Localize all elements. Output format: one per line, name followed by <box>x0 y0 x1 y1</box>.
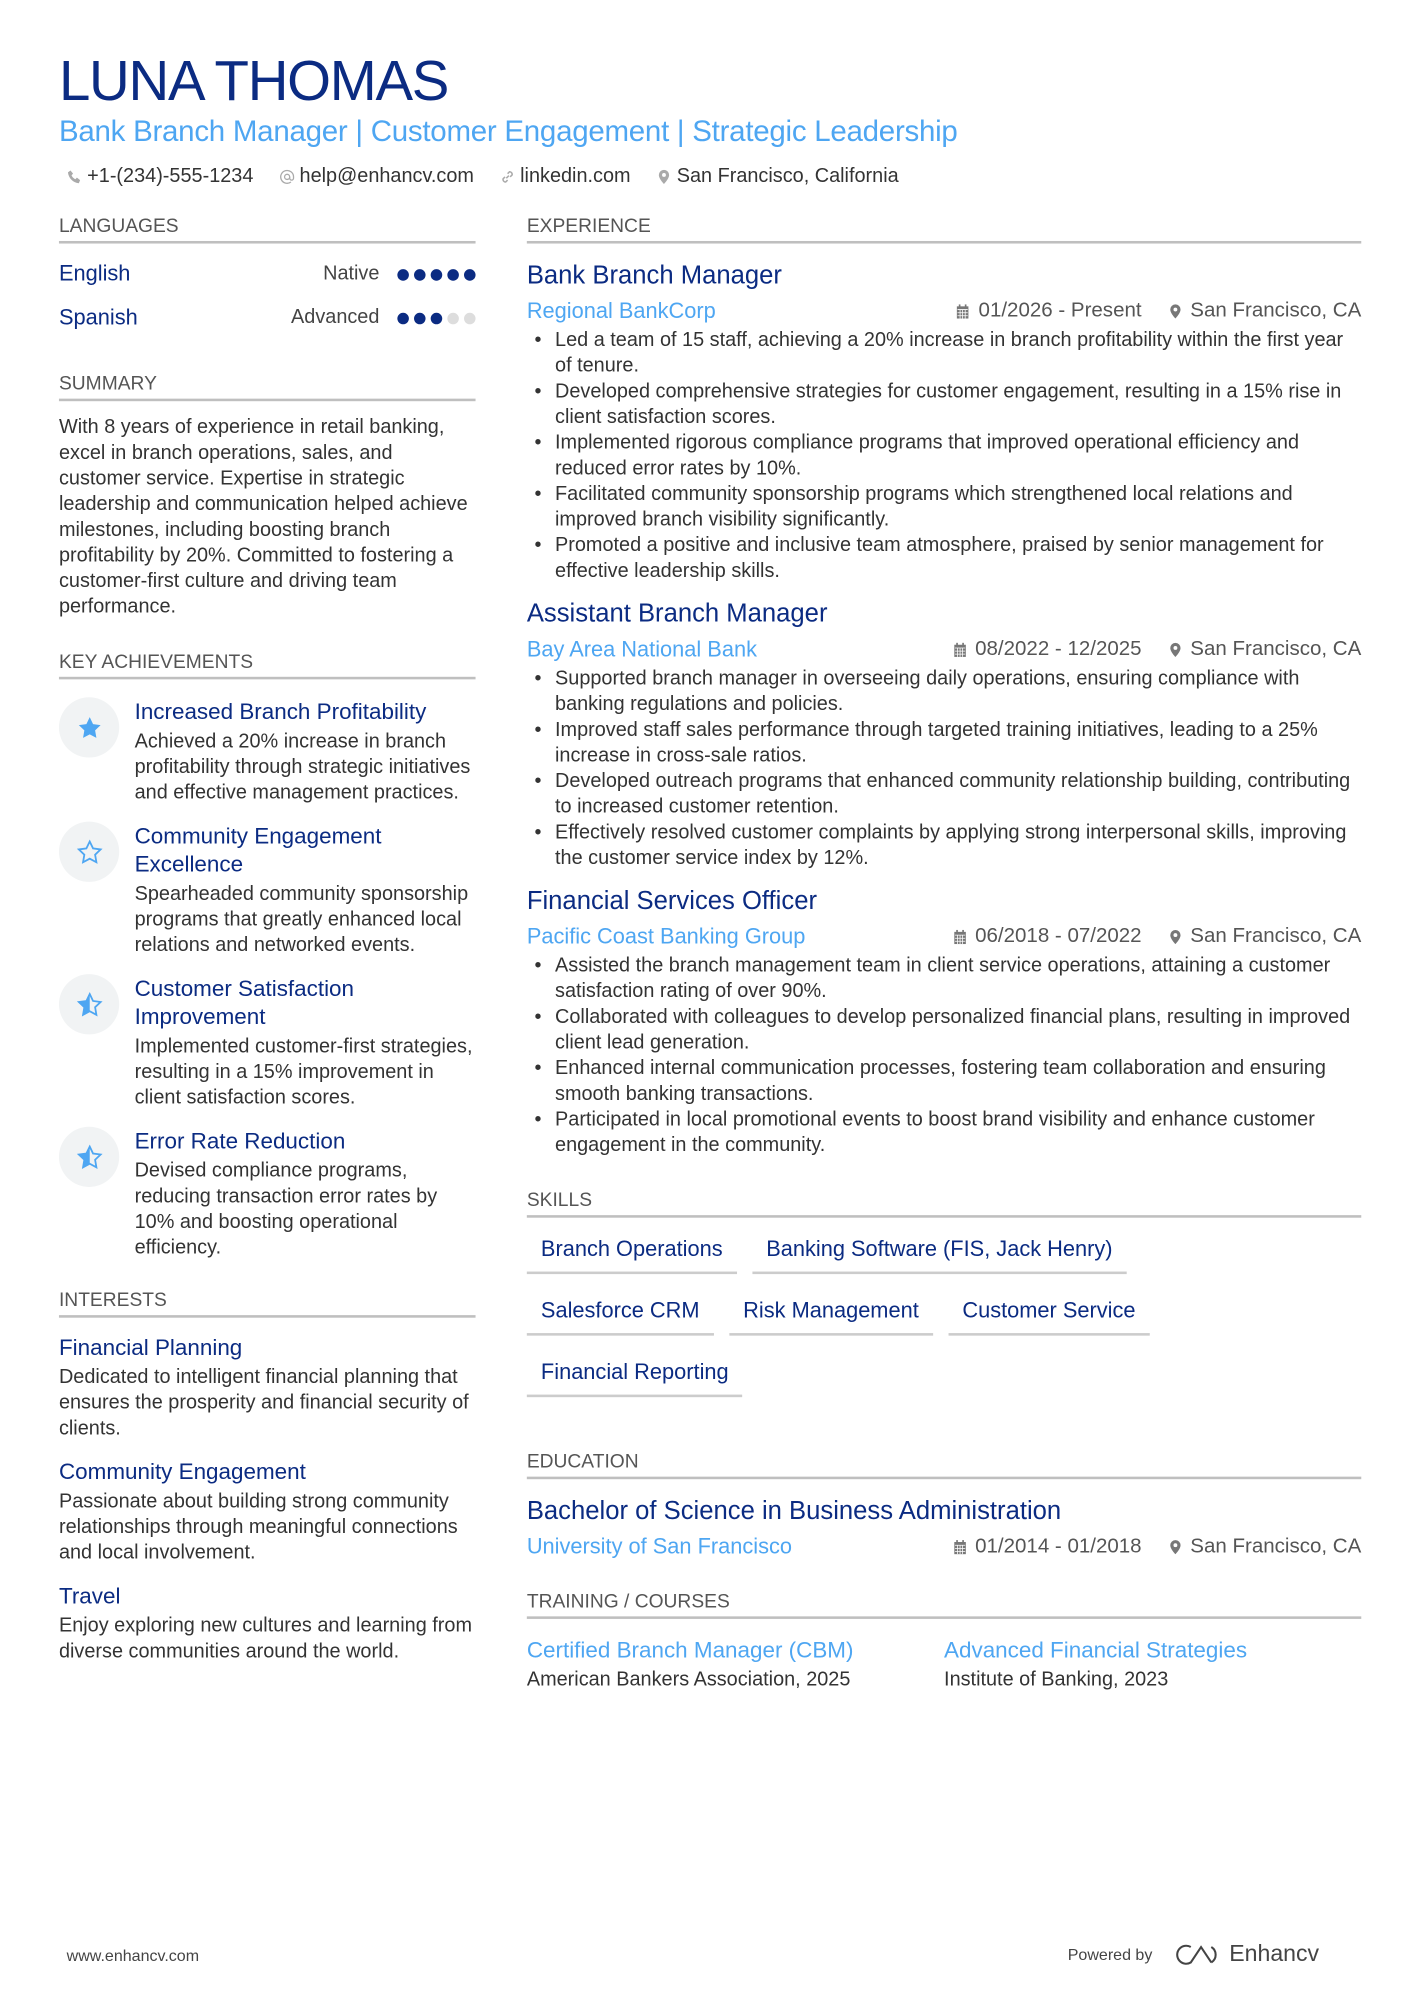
bullet-item: • Effectively resolved customer complaints by applying strong interpersonal skills, improving the customer service index by 12%. <box>527 820 1361 871</box>
achievement-description: Achieved a 20% increase in branch profitability through strategic initiatives and effective management practices. <box>134 730 471 804</box>
phone-icon <box>67 169 82 184</box>
rating-dot <box>464 269 476 281</box>
at-icon <box>279 169 294 184</box>
location-pin-icon <box>1167 1539 1182 1554</box>
course-source: Institute of Banking, 2023 <box>944 1668 1169 1691</box>
location-text: San Francisco, CA <box>1190 925 1362 948</box>
contact-text: San Francisco, California <box>676 165 899 188</box>
achievement-item <box>59 974 476 1111</box>
star-outline-icon <box>59 822 119 882</box>
skill-tag: Risk Management <box>729 1295 933 1336</box>
rating-dot <box>431 312 443 324</box>
location-pin-icon <box>1167 642 1182 657</box>
job-dates <box>952 634 1142 665</box>
job-location <box>1167 922 1361 953</box>
bullet-item: • Promoted a positive and inclusive team atmosphere, praised by senior management for effective leadership skills. <box>527 533 1361 584</box>
powered-by-text: Powered by <box>1067 1945 1153 1964</box>
bullet-item: • Improved staff sales performance through targeted training initiatives, leading to a 25% increase in cross-sale ratios. <box>527 718 1361 769</box>
rating-dot <box>431 269 443 281</box>
bullet-item: • Supported branch manager in overseeing daily operations, ensuring compliance with banking regulations and policies. <box>527 667 1361 718</box>
location-text: San Francisco, CA <box>1190 1535 1362 1558</box>
location-pin-icon <box>656 169 671 184</box>
achievement-title: Error Rate Reduction <box>134 1127 346 1154</box>
job-meta <box>527 296 1361 327</box>
language-item <box>59 253 476 297</box>
calendar-icon <box>952 1539 967 1554</box>
experience-heading: EXPERIENCE <box>527 215 1361 243</box>
skills-list <box>527 1233 1245 1418</box>
language-rating <box>397 269 475 281</box>
achievements-list <box>59 697 476 1261</box>
achievement-title: Increased Branch Profitability <box>134 698 427 725</box>
dates-text: 08/2022 - 12/2025 <box>975 638 1142 661</box>
calendar-icon <box>952 642 967 657</box>
location-pin-icon <box>1167 304 1182 319</box>
rating-dot <box>414 269 426 281</box>
training-heading: TRAINING / COURSES <box>527 1591 1361 1619</box>
education-meta <box>527 1532 1361 1563</box>
achievement-description: Implemented customer-first strategies, resulting in a 15% improvement in client satisfaction scores. <box>134 1035 473 1109</box>
achievement-description: Devised compliance programs, reducing transaction error rates by 10% and boosting operational efficiency. <box>134 1160 438 1259</box>
achievement-title: Customer Satisfaction Improvement <box>134 975 355 1030</box>
degree-title: Bachelor of Science in Business Administration <box>526 1497 1062 1526</box>
job-title: Bank Branch Manager <box>526 261 782 290</box>
school-name: University of San Francisco <box>526 1534 793 1559</box>
job-dates <box>955 296 1141 327</box>
interest-title: Financial Planning <box>58 1334 243 1360</box>
language-item <box>59 296 476 340</box>
language-level: Advanced <box>291 306 380 329</box>
bullet-item: • Enhanced internal communication processes, fostering team collaboration and ensuring smooth banking transactions. <box>527 1056 1361 1107</box>
interests-heading: INTERESTS <box>59 1289 476 1317</box>
contact-bar <box>67 164 899 190</box>
education-dates <box>952 1532 1142 1563</box>
dates-text: 06/2018 - 07/2022 <box>975 925 1142 948</box>
rating-dot <box>447 312 459 324</box>
location-text: San Francisco, CA <box>1190 638 1362 661</box>
interest-title: Community Engagement <box>58 1458 306 1485</box>
bullet-item: • Developed comprehensive strategies for customer engagement, resulting in a 15% rise in client satisfaction scores. <box>527 379 1361 430</box>
education-location <box>1167 1532 1361 1563</box>
location-text: San Francisco, CA <box>1190 299 1362 322</box>
language-name: Spanish <box>58 305 138 330</box>
education-entry <box>527 1495 1361 1563</box>
language-level: Native <box>323 262 380 285</box>
skills-heading: SKILLS <box>527 1190 1361 1218</box>
summary-text: With 8 years of experience in retail banking, excel in branch operations, sales, and customer service. Expertise in strategic leadership and communication helped achieve milestones, including boosting branch profitability by 20%. Committed to fostering a customer-first culture and driving team performance. <box>58 416 468 618</box>
languages-list <box>59 253 476 340</box>
skill-tag: Salesforce CRM <box>527 1295 714 1336</box>
candidate-name: LUNA THOMAS <box>58 49 449 113</box>
job-bullets <box>527 667 1361 872</box>
course-item <box>527 1634 944 1696</box>
course-title: Certified Branch Manager (CBM) <box>526 1636 854 1663</box>
rating-dot <box>397 269 409 281</box>
experience-entry <box>527 597 1361 871</box>
calendar-icon <box>955 304 970 319</box>
achievement-content <box>135 697 476 806</box>
company-name: Bay Area National Bank <box>526 637 757 662</box>
job-title: Financial Services Officer <box>526 887 818 916</box>
experience-entry <box>527 884 1361 1158</box>
achievement-content <box>135 822 476 959</box>
right-column <box>527 215 1361 1695</box>
summary-heading: SUMMARY <box>59 373 476 401</box>
interests-list <box>59 1333 476 1665</box>
rating-dot <box>447 269 459 281</box>
bullet-item: • Developed outreach programs that enhanced community relationship building, contributing to increased customer retention. <box>527 769 1361 820</box>
rating-dot <box>414 312 426 324</box>
left-column <box>59 215 476 1665</box>
experience-list <box>527 259 1361 1159</box>
interest-description: Dedicated to intelligent financial planning that ensures the prosperity and financial security of clients. <box>58 1366 469 1440</box>
contact-text: help@enhancv.com <box>299 165 474 188</box>
skill-tag: Financial Reporting <box>527 1356 743 1397</box>
calendar-icon <box>952 929 967 944</box>
course-source: American Bankers Association, 2025 <box>526 1668 851 1691</box>
bullet-item: • Participated in local promotional events to boost brand visibility and enhance customer engagement in the community. <box>527 1107 1361 1158</box>
bullet-item: • Implemented rigorous compliance programs that improved operational efficiency and reduced error rates by 10%. <box>527 431 1361 482</box>
contact-item[interactable] <box>500 164 631 190</box>
language-rating <box>397 312 475 324</box>
interest-title: Travel <box>58 1583 121 1609</box>
interest-description: Passionate about building strong community relationships through meaningful connections and local involvement. <box>58 1490 458 1564</box>
job-dates <box>952 922 1142 953</box>
job-location <box>1167 296 1361 327</box>
skill-tag: Banking Software (FIS, Jack Henry) <box>752 1233 1127 1274</box>
company-name: Pacific Coast Banking Group <box>526 924 806 949</box>
footer-branding <box>1068 1941 1319 1968</box>
bullet-item: • Facilitated community sponsorship programs which strengthened local relations and improved branch visibility significantly. <box>527 482 1361 533</box>
skill-tag: Branch Operations <box>527 1233 737 1274</box>
achievement-content <box>135 1127 476 1262</box>
contact-text: +1-(234)-555-1234 <box>87 165 254 188</box>
achievement-item <box>59 1127 476 1262</box>
achievement-title: Community Engagement Excellence <box>134 822 382 877</box>
experience-entry <box>527 259 1361 585</box>
company-name: Regional BankCorp <box>526 298 716 324</box>
job-location <box>1167 634 1361 665</box>
job-meta <box>527 922 1361 953</box>
brand-name: Enhancv <box>1229 1940 1320 1967</box>
candidate-headline: Bank Branch Manager | Customer Engagement | Strategic Leadership <box>58 114 958 148</box>
course-item <box>944 1634 1361 1696</box>
language-name: English <box>58 261 131 286</box>
contact-item[interactable] <box>67 164 254 190</box>
star-half-icon <box>59 1127 119 1187</box>
bullet-item: • Led a team of 15 staff, achieving a 20% increase in branch profitability within the first year of tenure. <box>527 328 1361 379</box>
link-icon <box>500 169 515 184</box>
languages-heading: LANGUAGES <box>59 215 476 243</box>
rating-dot <box>464 312 476 324</box>
job-bullets <box>527 954 1361 1159</box>
footer-website[interactable]: www.enhancv.com <box>66 1947 200 1965</box>
interest-description: Enjoy exploring new cultures and learning from diverse communities around the world. <box>58 1615 473 1663</box>
achievements-heading: KEY ACHIEVEMENTS <box>59 651 476 679</box>
achievement-description: Spearheaded community sponsorship programs that greatly enhanced local relations and networked events. <box>134 883 469 957</box>
bullet-item: • Assisted the branch management team in client service operations, attaining a customer satisfaction rating of over 90%. <box>527 954 1361 1005</box>
training-list <box>527 1634 1361 1696</box>
enhancv-logo[interactable] <box>1175 1941 1319 1968</box>
star-half-icon <box>59 974 119 1034</box>
rating-dot <box>397 312 409 324</box>
location-pin-icon <box>1167 929 1182 944</box>
course-title: Advanced Financial Strategies <box>944 1636 1248 1663</box>
contact-item[interactable] <box>656 164 898 190</box>
job-meta <box>527 634 1361 665</box>
achievement-item <box>59 822 476 959</box>
star-filled-icon <box>59 697 119 757</box>
achievement-content <box>135 974 476 1111</box>
contact-text: linkedin.com <box>520 165 631 188</box>
dates-text: 01/2014 - 01/2018 <box>975 1535 1142 1558</box>
achievement-item <box>59 697 476 806</box>
bullet-item: • Collaborated with colleagues to develop personalized financial plans, resulting in improved client lead generation. <box>527 1005 1361 1056</box>
job-bullets <box>527 328 1361 584</box>
job-title: Assistant Branch Manager <box>526 599 828 629</box>
education-heading: EDUCATION <box>527 1451 1361 1479</box>
enhancv-logo-icon <box>1175 1943 1221 1966</box>
contact-item[interactable] <box>279 164 474 190</box>
dates-text: 01/2026 - Present <box>978 299 1142 322</box>
skill-tag: Customer Service <box>948 1295 1149 1336</box>
